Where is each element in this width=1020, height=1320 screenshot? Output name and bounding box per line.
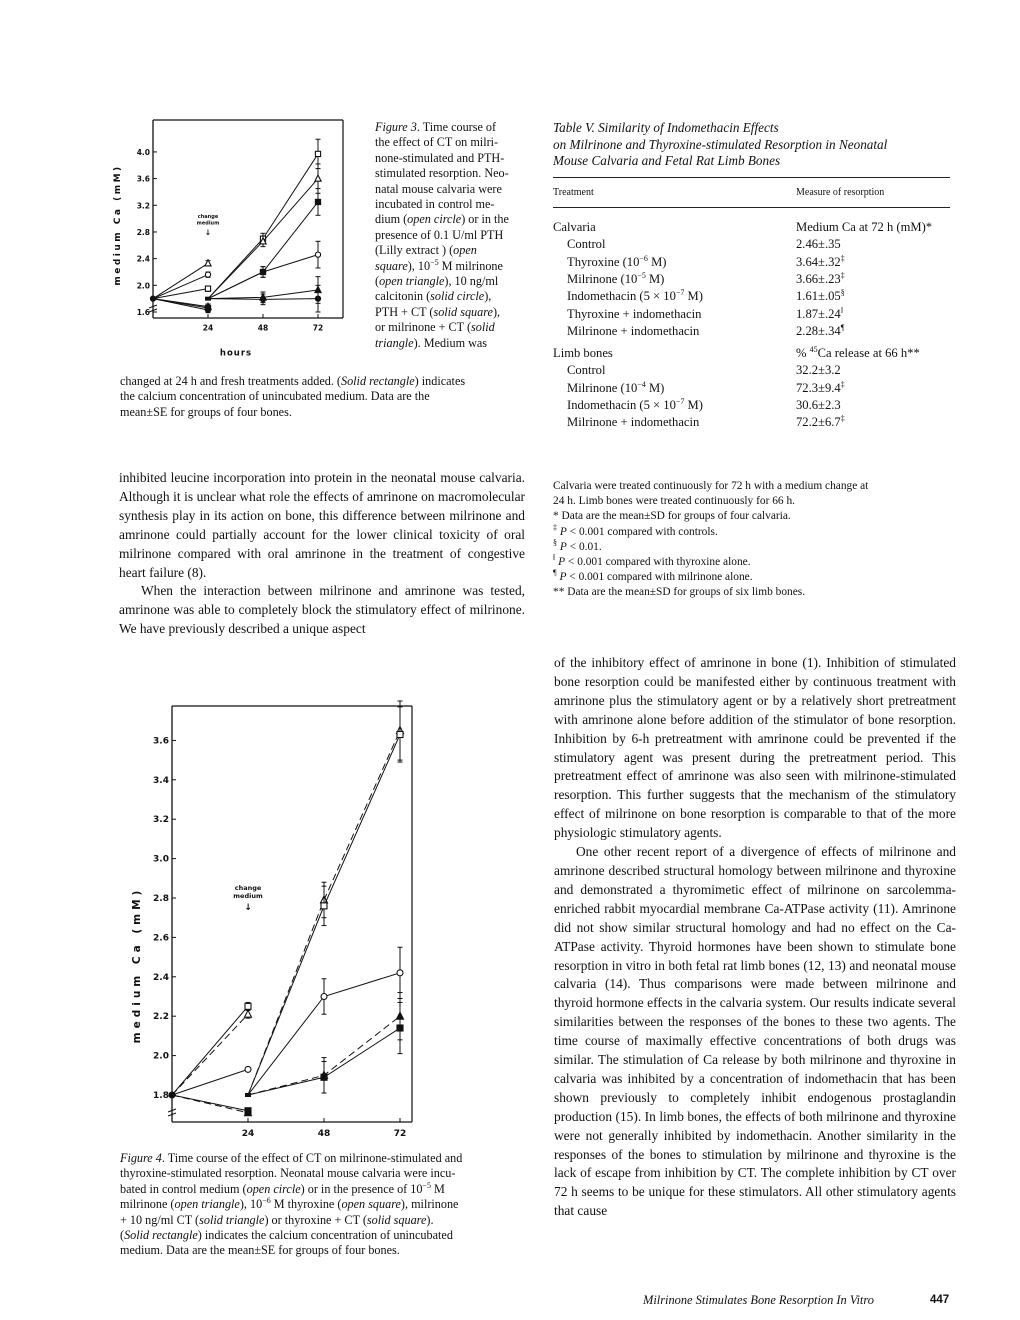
superscript: −5 — [422, 1180, 431, 1190]
text: ) or in the presence of 10 — [300, 1181, 423, 1196]
cell-text: Milrinone + indomethacin — [567, 415, 700, 430]
footnote-mark: § — [553, 538, 557, 548]
text: dium ( — [375, 212, 408, 227]
italic-text: open square — [341, 1197, 401, 1212]
cell-text: 3.64±.32 — [796, 254, 841, 269]
solid-square-marker — [321, 1074, 327, 1080]
superscript: ‖ — [840, 305, 843, 315]
text: presence of 0.1 U/ml PTH — [375, 227, 504, 242]
text: ) or thyroxine + CT ( — [264, 1212, 367, 1227]
table-section-measure: % $^{45}$Ca release at 66 h** — [796, 344, 920, 361]
y-axis-label: medium Ca (mM) — [113, 164, 123, 286]
caption-line — [120, 1228, 540, 1243]
footnote-mark: ** — [553, 586, 565, 599]
text: changed at 24 h and fresh treatments added. ( — [120, 374, 341, 388]
open-circle-marker — [245, 1066, 251, 1072]
y-tick-label: 2.6 — [153, 933, 169, 944]
footnote-text: P < 0.001 compared with thyroxine alone. — [558, 556, 751, 569]
superscript: −5 — [637, 270, 646, 280]
x-tick-label: 48 — [257, 323, 269, 333]
cell-text: Calvaria — [553, 220, 596, 234]
figure-3-chart — [100, 110, 370, 390]
text: ), — [484, 289, 492, 304]
series-line — [153, 299, 208, 307]
table-footnote — [553, 585, 973, 600]
table-footnote — [553, 570, 973, 585]
text: medium. Data are the mean±SE for groups of four bones. — [120, 1243, 400, 1258]
italic-text: Figure 4 — [120, 1151, 162, 1165]
footnote-text: 24 h. Limb bones were treated continuously for 66 h. — [553, 495, 795, 508]
table-row-value — [796, 415, 845, 430]
series-line — [208, 202, 318, 299]
italic-text: open circle — [246, 1181, 301, 1196]
down-arrow-icon: ↓ — [244, 903, 252, 913]
caption-line — [375, 305, 540, 320]
x-tick-label: 72 — [312, 323, 324, 333]
footnote-text: P < 0.01. — [559, 540, 602, 553]
caption-line — [375, 320, 540, 335]
down-arrow-icon: ↓ — [204, 228, 212, 237]
text: ), 10 — [239, 1197, 263, 1212]
text: incubated in control me- — [375, 197, 495, 212]
table-footnote — [553, 522, 973, 540]
table-row-treatment — [567, 363, 605, 378]
caption-line — [120, 1213, 540, 1228]
table-footnote — [553, 540, 973, 555]
table-section-label — [553, 346, 613, 361]
open-square-marker — [315, 151, 320, 156]
text: (Lilly extract ) ( — [375, 243, 454, 258]
text: PTH + CT ( — [375, 304, 434, 319]
caption-line — [120, 1243, 540, 1258]
x-tick-label: 72 — [393, 1129, 407, 1139]
solid-square-marker — [397, 1025, 403, 1031]
italic-text: open triangle — [174, 1197, 240, 1212]
change-medium-annotation: medium — [233, 892, 263, 900]
caption-line — [120, 389, 540, 404]
y-tick-label: 2.8 — [136, 227, 150, 237]
y-tick-label: 4.0 — [136, 147, 150, 157]
cell-text: Milrinone + indomethacin — [567, 323, 700, 338]
cell-text: 30.6±2.3 — [796, 398, 841, 412]
superscript: ‡ — [840, 270, 845, 280]
table-row-value — [796, 289, 845, 304]
cell-text: Thyroxine (10 — [567, 254, 640, 269]
table-footnote — [553, 509, 973, 524]
caption-line — [120, 1197, 540, 1212]
open-square-marker — [321, 903, 327, 909]
cell-text: Milrinone (10 — [567, 271, 638, 286]
text: stimulated resorption. Neo- — [375, 166, 509, 181]
table-5-title — [553, 120, 973, 170]
text: . Time course of — [416, 120, 497, 134]
footnote-text: Data are the mean±SD for groups of four calvaria. — [558, 510, 791, 523]
table-row-treatment — [567, 415, 699, 430]
column-header-treatment: Treatment — [553, 187, 594, 198]
superscript: −6 — [639, 253, 648, 263]
italic-text: Figure 3 — [375, 120, 417, 134]
caption-line — [375, 259, 540, 274]
running-title: Milrinone Stimulates Bone Resorption In Vitro — [643, 1293, 874, 1307]
superscript: § — [840, 288, 845, 297]
text: ) or in the — [461, 212, 509, 227]
y-tick-label: 2.4 — [136, 254, 150, 264]
table-5-footnotes — [553, 479, 973, 601]
caption-line — [375, 120, 540, 135]
cell-text: Limb bones — [553, 346, 613, 361]
y-tick-label: 3.4 — [153, 775, 169, 786]
cell-text: M) — [645, 380, 665, 395]
table-row-treatment — [567, 272, 664, 287]
open-circle-marker — [397, 970, 403, 976]
cell-text: M) — [684, 398, 703, 412]
y-tick-label: 1.6 — [136, 308, 150, 317]
footnote-text: P < 0.001 compared with controls. — [559, 525, 718, 538]
text: the calcium concentration of unincubated medium. Data are the — [120, 389, 430, 404]
cell-text: 2.28±.34 — [796, 323, 841, 338]
column-header-measure: Measure of resorption — [796, 187, 885, 198]
paragraph: of the inhibitory effect of amrinone in bone (1). Inhibition of stimulated bone resorption could be manifested either by continuous treatment with amrinone plus the stimulatory agent or by a relatively short pretreatment with amrinone alone before addition of the stimulator of bone resorption. Inhibition by 6-h pretreatment with amrinone could be prevented if the stimulatory agent was present during the pretreatment period. This pretreatment effect of amrinone was also seen with milrinone-stimulated resorption. This further suggests that the mechanism of the stimulatory effect of milrinone on bone resorption is comparable to that of the more physiologic stimulatory agents. — [554, 655, 956, 841]
y-tick-label: 2.4 — [153, 972, 169, 983]
table-title-line: on Milrinone and Thyroxine-stimulated Resorption in Neonatal — [553, 136, 888, 152]
caption-line — [375, 197, 540, 212]
text: M milrinone — [438, 258, 503, 273]
text: none-stimulated and PTH- — [375, 150, 505, 165]
cell-text: Thyroxine + indomethacin — [567, 306, 702, 321]
italic-text: open — [453, 243, 477, 258]
italic-text: open circle — [407, 212, 462, 227]
caption-line — [120, 1182, 540, 1197]
table-title-line: Table V. Similarity of Indomethacin Effects — [553, 120, 779, 135]
italic-text: open triangle — [379, 274, 445, 289]
text: milrinone ( — [120, 1197, 175, 1212]
italic-text: solid triangle — [199, 1212, 265, 1227]
text: thyroxine-stimulated resorption. Neonatal mouse calvaria were incu- — [120, 1166, 456, 1181]
y-tick-label: 3.2 — [153, 815, 169, 826]
cell-text: M) — [647, 254, 667, 269]
series-line — [153, 275, 208, 299]
text: ), — [492, 304, 501, 319]
solid-square-marker — [260, 269, 265, 274]
caption-line — [375, 182, 540, 197]
table-top-rule — [553, 177, 950, 178]
y-tick-label: 2.0 — [136, 281, 150, 291]
text: bated in control medium ( — [120, 1181, 247, 1196]
text: ). Medium was — [413, 335, 488, 350]
superscript: ‡ — [840, 253, 845, 263]
cell-text: 72.2±6.7 — [796, 415, 841, 430]
italic-text: solid square — [366, 1212, 427, 1227]
table-title-line: Mouse Calvaria and Fetal Rat Limb Bones — [553, 153, 781, 168]
open-triangle-marker — [315, 175, 321, 181]
page-number: 447 — [930, 1294, 950, 1306]
open-square-marker — [397, 731, 403, 737]
italic-text: solid — [471, 320, 495, 335]
solid-circle-marker — [150, 296, 155, 301]
series-line — [172, 1095, 248, 1111]
footnote-text: Calvaria were treated continuously for 72 h with a medium change at — [553, 480, 869, 492]
caption-line — [375, 166, 540, 181]
caption-line — [375, 151, 540, 166]
y-tick-label: 2.0 — [153, 1051, 169, 1062]
text: ), 10 — [407, 258, 431, 273]
text: or milrinone + CT ( — [375, 320, 472, 335]
cell-text: 2.46±.35 — [796, 237, 841, 252]
figure-4-chart — [100, 690, 430, 1150]
text: natal mouse calvaria were — [375, 181, 502, 196]
caption-line — [375, 228, 540, 243]
open-square-marker — [205, 286, 210, 291]
x-tick-label: 24 — [202, 323, 214, 333]
open-circle-marker — [321, 994, 327, 1000]
table-row-value — [796, 237, 841, 252]
paragraph: When the interaction between milrinone and amrinone was tested, amrinone was able to completely block the stimulatory effect of milrinone. We have previously described a unique aspect — [119, 583, 525, 637]
table-row-treatment — [567, 398, 703, 413]
y-tick-label: 3.6 — [136, 174, 150, 184]
cell-text: Control — [567, 363, 606, 378]
table-footnote — [553, 555, 973, 570]
text: . Time course of the effect of CT on milrinone-stimulated and — [161, 1151, 463, 1165]
table-row-treatment — [567, 237, 605, 252]
table-row-treatment — [567, 324, 699, 339]
footnote-mark: ‖ — [553, 553, 556, 563]
left-column-text — [119, 469, 525, 639]
text: ) indicates the calcium concentration of unincubated — [197, 1228, 453, 1243]
table-row-treatment — [567, 307, 701, 322]
text: calcitonin ( — [375, 289, 431, 304]
text: the effect of CT on milri- — [375, 135, 499, 150]
solid-rectangle-marker — [205, 297, 211, 301]
table-footnote — [553, 479, 973, 494]
x-tick-label: 24 — [241, 1129, 255, 1139]
superscript: −7 — [675, 396, 685, 406]
text: M thyroxine ( — [270, 1197, 342, 1212]
table-row-treatment — [567, 289, 703, 304]
y-axis-label: medium Ca (mM) — [131, 886, 143, 1044]
y-tick-label: 3.6 — [153, 736, 169, 747]
caption-line — [375, 212, 540, 227]
cell-text: Indomethacin (5 × 10 — [567, 289, 676, 304]
italic-text: Solid rectangle — [340, 374, 415, 388]
caption-line — [375, 336, 540, 351]
text: mean±SE for groups of four bones. — [120, 404, 292, 419]
italic-text: triangle — [375, 335, 414, 350]
cell-text: M) — [684, 289, 703, 304]
table-header-rule — [553, 207, 950, 208]
text: + 10 ng/ml CT ( — [120, 1212, 200, 1227]
x-axis-label: hours — [219, 348, 253, 359]
right-column-text — [554, 654, 956, 1221]
footnote-mark: ¶ — [553, 568, 557, 578]
cell-text: Milrinone (10 — [567, 380, 638, 395]
cell-text: 3.66±.23 — [796, 271, 841, 286]
paragraph: inhibited leucine incorporation into protein in the neonatal mouse calvaria. Although it is unclear what role the effects of amrinone on macromolecular synthesis play in its action on bone, this difference between milrinone and amrinone could partially account for the lower clinical toxicity of oral milrinone compared with oral amrinone in the treatment of congestive heart failure (8). — [119, 470, 525, 580]
open-circle-marker — [315, 252, 320, 257]
italic-text: solid square — [433, 304, 493, 319]
superscript: −4 — [637, 379, 646, 389]
superscript: −6 — [262, 1196, 271, 1206]
caption-line — [375, 274, 540, 289]
solid-square-marker — [245, 1108, 251, 1114]
solid-circle-marker — [169, 1092, 175, 1098]
table-row-value — [796, 255, 845, 270]
footnote-mark: * — [553, 510, 559, 523]
cell-text: 32.2±3.2 — [796, 363, 841, 378]
table-row-treatment — [567, 255, 666, 270]
text: ). — [426, 1212, 434, 1227]
superscript: −5 — [430, 257, 439, 267]
cell-text: M) — [645, 271, 665, 286]
table-row-value — [796, 272, 845, 287]
caption-line — [375, 243, 540, 258]
table-row-value — [796, 398, 841, 413]
text: ( — [120, 1228, 125, 1243]
series-line — [172, 1014, 248, 1095]
caption-line — [120, 405, 540, 420]
change-medium-annotation: change — [234, 884, 262, 892]
text: ), 10 ng/ml — [444, 274, 499, 289]
figure-3-caption-continued — [120, 374, 540, 420]
italic-text: Solid rectangle — [124, 1228, 198, 1243]
superscript: ¶ — [840, 322, 845, 332]
cell-text: 72.3±9.4 — [796, 380, 841, 395]
figure-4-caption — [120, 1151, 540, 1259]
cell-text: 1.87±.24 — [796, 306, 841, 321]
caption-line — [120, 1166, 540, 1181]
open-circle-marker — [205, 272, 210, 277]
superscript: ‡ — [840, 414, 845, 424]
text: M — [430, 1181, 445, 1196]
caption-line — [120, 1151, 540, 1166]
table-row-treatment — [567, 381, 664, 396]
solid-rectangle-marker — [245, 1093, 251, 1097]
solid-triangle-marker — [315, 286, 321, 292]
superscript: ‡ — [840, 379, 845, 389]
figure-3-caption — [375, 120, 540, 351]
table-row-value — [796, 363, 841, 378]
table-footnote — [553, 494, 973, 509]
change-medium-annotation: medium — [196, 220, 220, 227]
superscript: −7 — [675, 288, 685, 297]
text: ( — [375, 274, 380, 289]
open-square-marker — [245, 1003, 251, 1009]
text: ) indicates — [414, 374, 466, 388]
y-tick-label: 3.2 — [136, 201, 150, 211]
paragraph: One other recent report of a divergence of effects of milrinone and amrinone described structural homology between milrinone and thyroxine and demonstrated a thyromimetic effect of milrinone on sarcolemma-enriched rabbit myocardial membrane Ca-ATPase activity (11). Amrinone did not show similar structural homology and had no effect on the Ca-ATPase activity. Thyroid hormones have been shown to stimulate bone resorption in vitro in both fetal rat limb bones (12, 13) and neonatal mouse calvaria (14). Thus comparisons were made between milrinone and thyroid hormone effects in the calvaria system. Our results indicate several similarities between the responses of the bones to these two agents. The time course of maximally effective concentrations of both drugs was similar. The stimulation of Ca release by both milrinone and thyroxine in calvaria was inhibited by a concentration of indomethacin that has been shown previously to completely inhibit endogenous prostaglandin production (15). In limb bones, the effects of both milrinone and thyroxine were not generally inhibited by indomethacin. Another similarity in the responses of the bones to stimulation by milrinone and thyroxine is the lack of escape from inhibition by CT. The complete inhibition by CT over 72 h seems to be unique for these stimulators. All other stimulatory agents that cause — [554, 844, 956, 1219]
text: ), milrinone — [400, 1197, 459, 1212]
footnote-mark: ‡ — [553, 522, 557, 532]
open-triangle-marker — [245, 1010, 252, 1017]
cell-text: Control — [567, 237, 606, 252]
table-row-value — [796, 307, 843, 322]
italic-text: solid circle — [430, 289, 485, 304]
italic-text: square — [375, 258, 408, 273]
caption-line — [120, 374, 540, 389]
table-section-measure: Medium Ca at 72 h (mM)* — [796, 220, 933, 234]
table-row-value — [796, 381, 845, 396]
table-row-value — [796, 324, 844, 339]
table-section-label — [553, 220, 596, 235]
caption-line — [375, 289, 540, 304]
caption-line — [375, 135, 540, 150]
cell-text: 1.61±.05 — [796, 289, 841, 304]
change-medium-annotation: change — [197, 214, 219, 220]
y-tick-label: 2.2 — [153, 1012, 169, 1023]
y-tick-label: 2.8 — [153, 894, 169, 904]
y-tick-label: 1.8 — [153, 1091, 169, 1101]
footnote-text: Data are the mean±SD for groups of six limb bones. — [564, 586, 806, 599]
y-tick-label: 3.0 — [153, 854, 169, 865]
solid-square-marker — [315, 199, 320, 204]
footnote-text: P < 0.001 compared with milrinone alone. — [559, 571, 753, 584]
x-tick-label: 48 — [317, 1129, 331, 1139]
cell-text: Indomethacin (5 × 10 — [567, 398, 676, 412]
